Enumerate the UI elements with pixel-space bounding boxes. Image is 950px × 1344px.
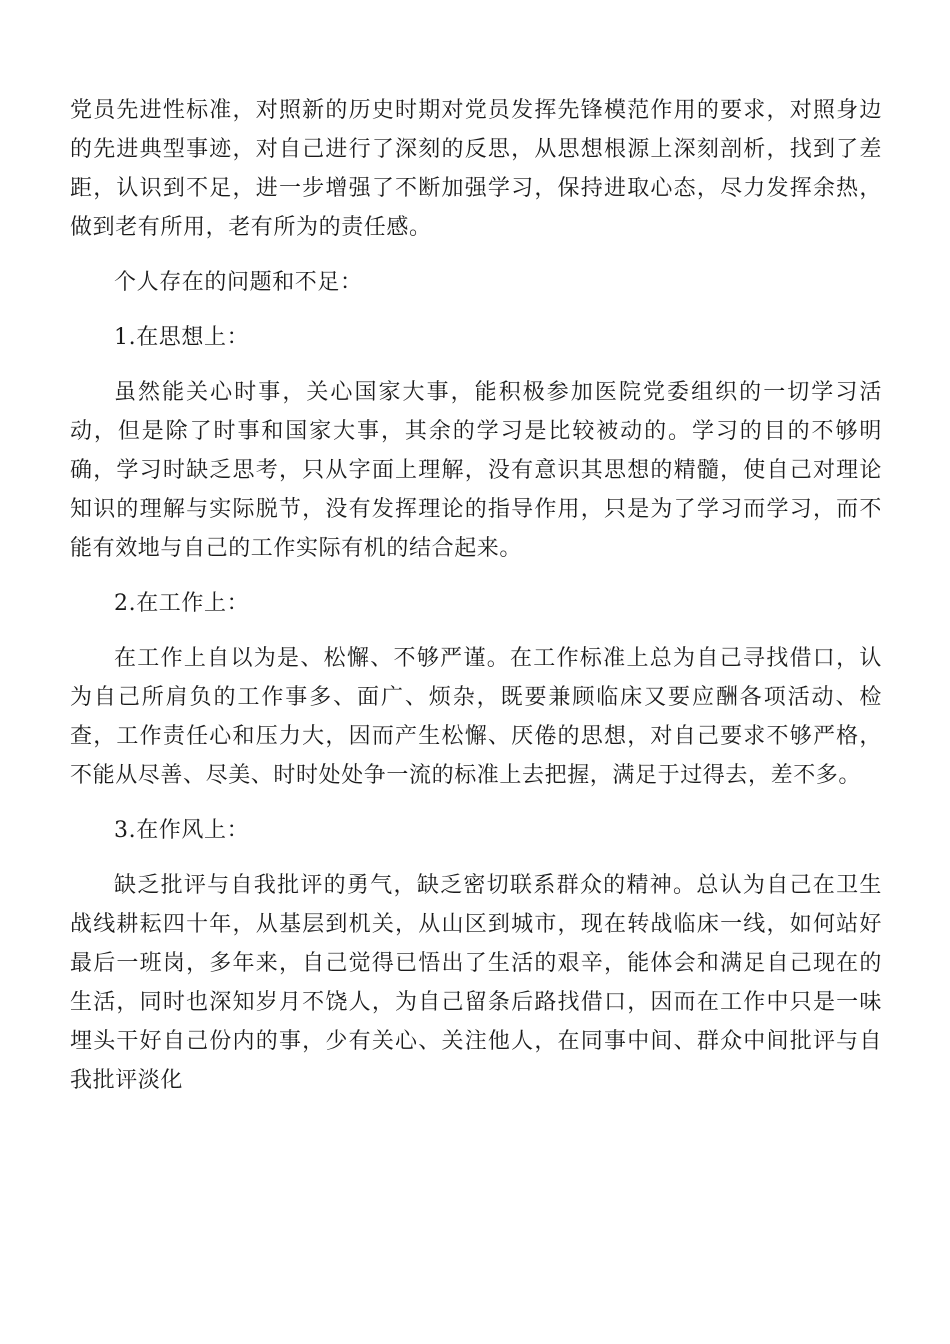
document-body (70, 91, 882, 1116)
subheading-work: 2.在工作上： (114, 591, 250, 616)
subheading-style: 3.在作风上： (114, 818, 250, 843)
section-heading-problems: 个人存在的问题和不足： (114, 270, 363, 295)
paragraph-continuation: 党员先进性标准，对照新的历史时期对党员发挥先锋模范作用的要求，对照身边的先进典型事迹，对自己进行了深刻的反思，从思想根源上深刻剖析，找到了差距，认识到不足，进一步增强了不断加强学习，保持进取心态，尽力发挥余热，做到老有所用，老有所为的责任感。 (70, 98, 882, 240)
paragraph-thought: 虽然能关心时事，关心国家大事，能积极参加医院党委组织的一切学习活动，但是除了时事和国家大事，其余的学习是比较被动的。学习的目的不够明确，学习时缺乏思考，只从字面上理解，没有意识其思想的精髓，使自己对理论知识的理解与实际脱节，没有发挥理论的指导作用，只是为了学习而学习，而不能有效地与自己的工作实际有机的结合起来。 (70, 380, 882, 561)
paragraph-style: 缺乏批评与自我批评的勇气，缺乏密切联系群众的精神。总认为自己在卫生战线耕耘四十年，从基层到机关，从山区到城市，现在转战临床一线，如何站好最后一班岗，多年来，自己觉得已悟出了生活的艰辛，能体会和满足自己现在的生活，同时也深知岁月不饶人，为自己留条后路找借口，因而在工作中只是一味埋头干好自己份内的事，少有关心、关注他人，在同事中间、群众中间批评与自我批评淡化 (70, 873, 882, 1093)
subheading-thought: 1.在思想上： (114, 325, 250, 350)
paragraph-work: 在工作上自以为是、松懈、不够严谨。在工作标准上总为自己寻找借口，认为自己所肩负的工作事多、面广、烦杂，既要兼顾临床又要应酬各项活动、检查，工作责任心和压力大，因而产生松懈、厌倦的思想，对自己要求不够严格，不能从尽善、尽美、时时处处争一流的标准上去把握，满足于过得去，差不多。 (70, 646, 882, 788)
